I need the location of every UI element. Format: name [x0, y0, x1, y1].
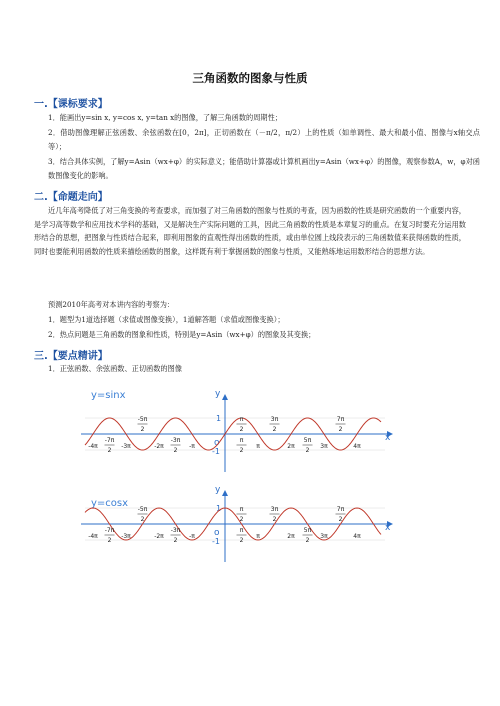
- tick-label-numerator: -3π: [170, 527, 181, 534]
- cosine-neg-one-label: -1: [212, 537, 220, 546]
- tick-label-numerator: 5π: [303, 437, 312, 444]
- tick-label-numerator: -7π: [104, 437, 115, 444]
- tick-label: -4π: [88, 533, 98, 540]
- tick-label: 3π: [320, 443, 328, 450]
- tick-label-denominator: 2: [239, 447, 244, 454]
- tick-label-numerator: -3π: [170, 437, 181, 444]
- tick-label-denominator: 2: [107, 537, 112, 544]
- cosine-x-axis-label: x: [385, 523, 391, 533]
- tick-label-denominator: 2: [239, 537, 244, 544]
- tick-label: 2π: [287, 533, 295, 540]
- tick-label-numerator: π: [239, 506, 244, 513]
- sine-origin-label: o: [214, 438, 220, 448]
- tick-label: -3π: [121, 443, 131, 450]
- sine-y-axis-arrow: [222, 394, 228, 400]
- tick-label-numerator: -7π: [104, 527, 115, 534]
- cosine-graph-label: y=cosx: [91, 498, 129, 509]
- tick-label-denominator: 2: [305, 537, 310, 544]
- tick-label-numerator: 3π: [270, 416, 279, 423]
- tick-label: 4π: [353, 533, 361, 540]
- tick-label-denominator: 2: [239, 516, 244, 523]
- sine-graph: [75, 382, 395, 478]
- tick-label-denominator: 2: [272, 516, 277, 523]
- tick-label-numerator: 5π: [303, 527, 312, 534]
- tick-label: 4π: [353, 443, 361, 450]
- cosine-y-axis-arrow: [222, 490, 228, 496]
- forecast-item-2: 2．热点问题是三角函数的图象和性质，特别是y=Asin（wx+φ）的图象及其变换；: [48, 330, 316, 339]
- trends-paragraph: 近几年高考降低了对三角变换的考查要求，而加强了对三角函数的图象与性质的考查，因为函数的性质是研究函数的一个重要内容，是学习高等数学和应用技术学科的基础，又是解决生产实际问题的工具，因此三角函数的性质是本章复习的重点。在复习时要充分运用数形结合的思想，把图象与性质结合起来，即利用图象的直观性得出函数的性质，或由单位圆上线段表示的三角函数值来获得函数的性质，同时也要能利用函数的性质来描绘函数的图象，这样既有利于掌握函数的图象与性质，又能熟练地运用数形结合的思想方法。: [34, 206, 466, 256]
- tick-label-numerator: -5π: [137, 506, 148, 513]
- tick-label-denominator: 2: [272, 426, 277, 433]
- tick-label-numerator: π: [239, 416, 244, 423]
- tick-label: π: [256, 533, 260, 540]
- tick-label: π: [256, 443, 260, 450]
- tick-label-denominator: 2: [173, 537, 178, 544]
- key-point-item-1: 1．正弦函数、余弦函数、正切函数的图像: [48, 364, 182, 373]
- tick-label-numerator: 7π: [336, 506, 345, 513]
- tick-label-denominator: 2: [239, 426, 244, 433]
- section-heading-key-points: 三.【要点精讲】: [34, 351, 108, 362]
- tick-label-denominator: 2: [140, 516, 145, 523]
- cosine-origin-label: o: [214, 528, 220, 538]
- forecast-intro: 预测2010年高考对本讲内容的考察为：: [48, 300, 175, 309]
- sine-y-axis-label: y: [215, 389, 221, 399]
- tick-label-denominator: 2: [173, 447, 178, 454]
- standards-item-3: 3．结合具体实例，了解y=Asin（wx+φ）的实际意义；能借助计算器或计算机画出y=Asin（wx+φ）的图像，观察参数A，w，φ对函数图像变化的影响。: [48, 157, 480, 180]
- section-heading-standards: 一.【课标要求】: [34, 99, 108, 110]
- tick-label-numerator: π: [239, 527, 244, 534]
- tick-label: 3π: [320, 533, 328, 540]
- standards-item-1: 1．能画出y=sin x, y=cos x, y=tan x的图像，了解三角函数的周期性；: [48, 113, 282, 122]
- tick-label-denominator: 2: [305, 447, 310, 454]
- standards-item-2: 2．借助图像理解正弦函数、余弦函数在[0，2π]，正切函数在（－π/2，π/2）上的性质（如单调性、最大和最小值、图像与x轴交点等）；: [48, 128, 480, 151]
- sine-neg-one-label: -1: [212, 447, 220, 456]
- forecast-item-1: 1．题型为1道选择题（求值或图像变换），1道解答题（求值或图像变换）；: [48, 315, 285, 324]
- page-title: 三角函数的图象与性质: [192, 71, 308, 85]
- cosine-one-label: 1: [216, 504, 222, 513]
- tick-label: -π: [189, 443, 195, 450]
- cosine-graph: [75, 472, 395, 568]
- tick-label: -3π: [121, 533, 131, 540]
- tick-label: -π: [189, 533, 195, 540]
- tick-label-numerator: 7π: [336, 416, 345, 423]
- tick-label-denominator: 2: [338, 426, 343, 433]
- sine-one-label: 1: [216, 414, 222, 423]
- tick-label: -4π: [88, 443, 98, 450]
- section-heading-trends: 二.【命题走向】: [34, 192, 108, 203]
- tick-label: 2π: [287, 443, 295, 450]
- tick-label-numerator: π: [239, 437, 244, 444]
- sine-graph-label: y=sinx: [91, 390, 126, 401]
- cosine-y-axis-label: y: [215, 485, 221, 495]
- sine-top-tick-labels: [138, 416, 346, 433]
- tick-label-denominator: 2: [107, 447, 112, 454]
- tick-label-numerator: -5π: [137, 416, 148, 423]
- tick-label: -2π: [154, 443, 164, 450]
- sine-x-axis-label: x: [385, 433, 391, 443]
- tick-label: -2π: [154, 533, 164, 540]
- tick-label-denominator: 2: [338, 516, 343, 523]
- tick-label-numerator: 3π: [270, 506, 279, 513]
- tick-label-denominator: 2: [140, 426, 145, 433]
